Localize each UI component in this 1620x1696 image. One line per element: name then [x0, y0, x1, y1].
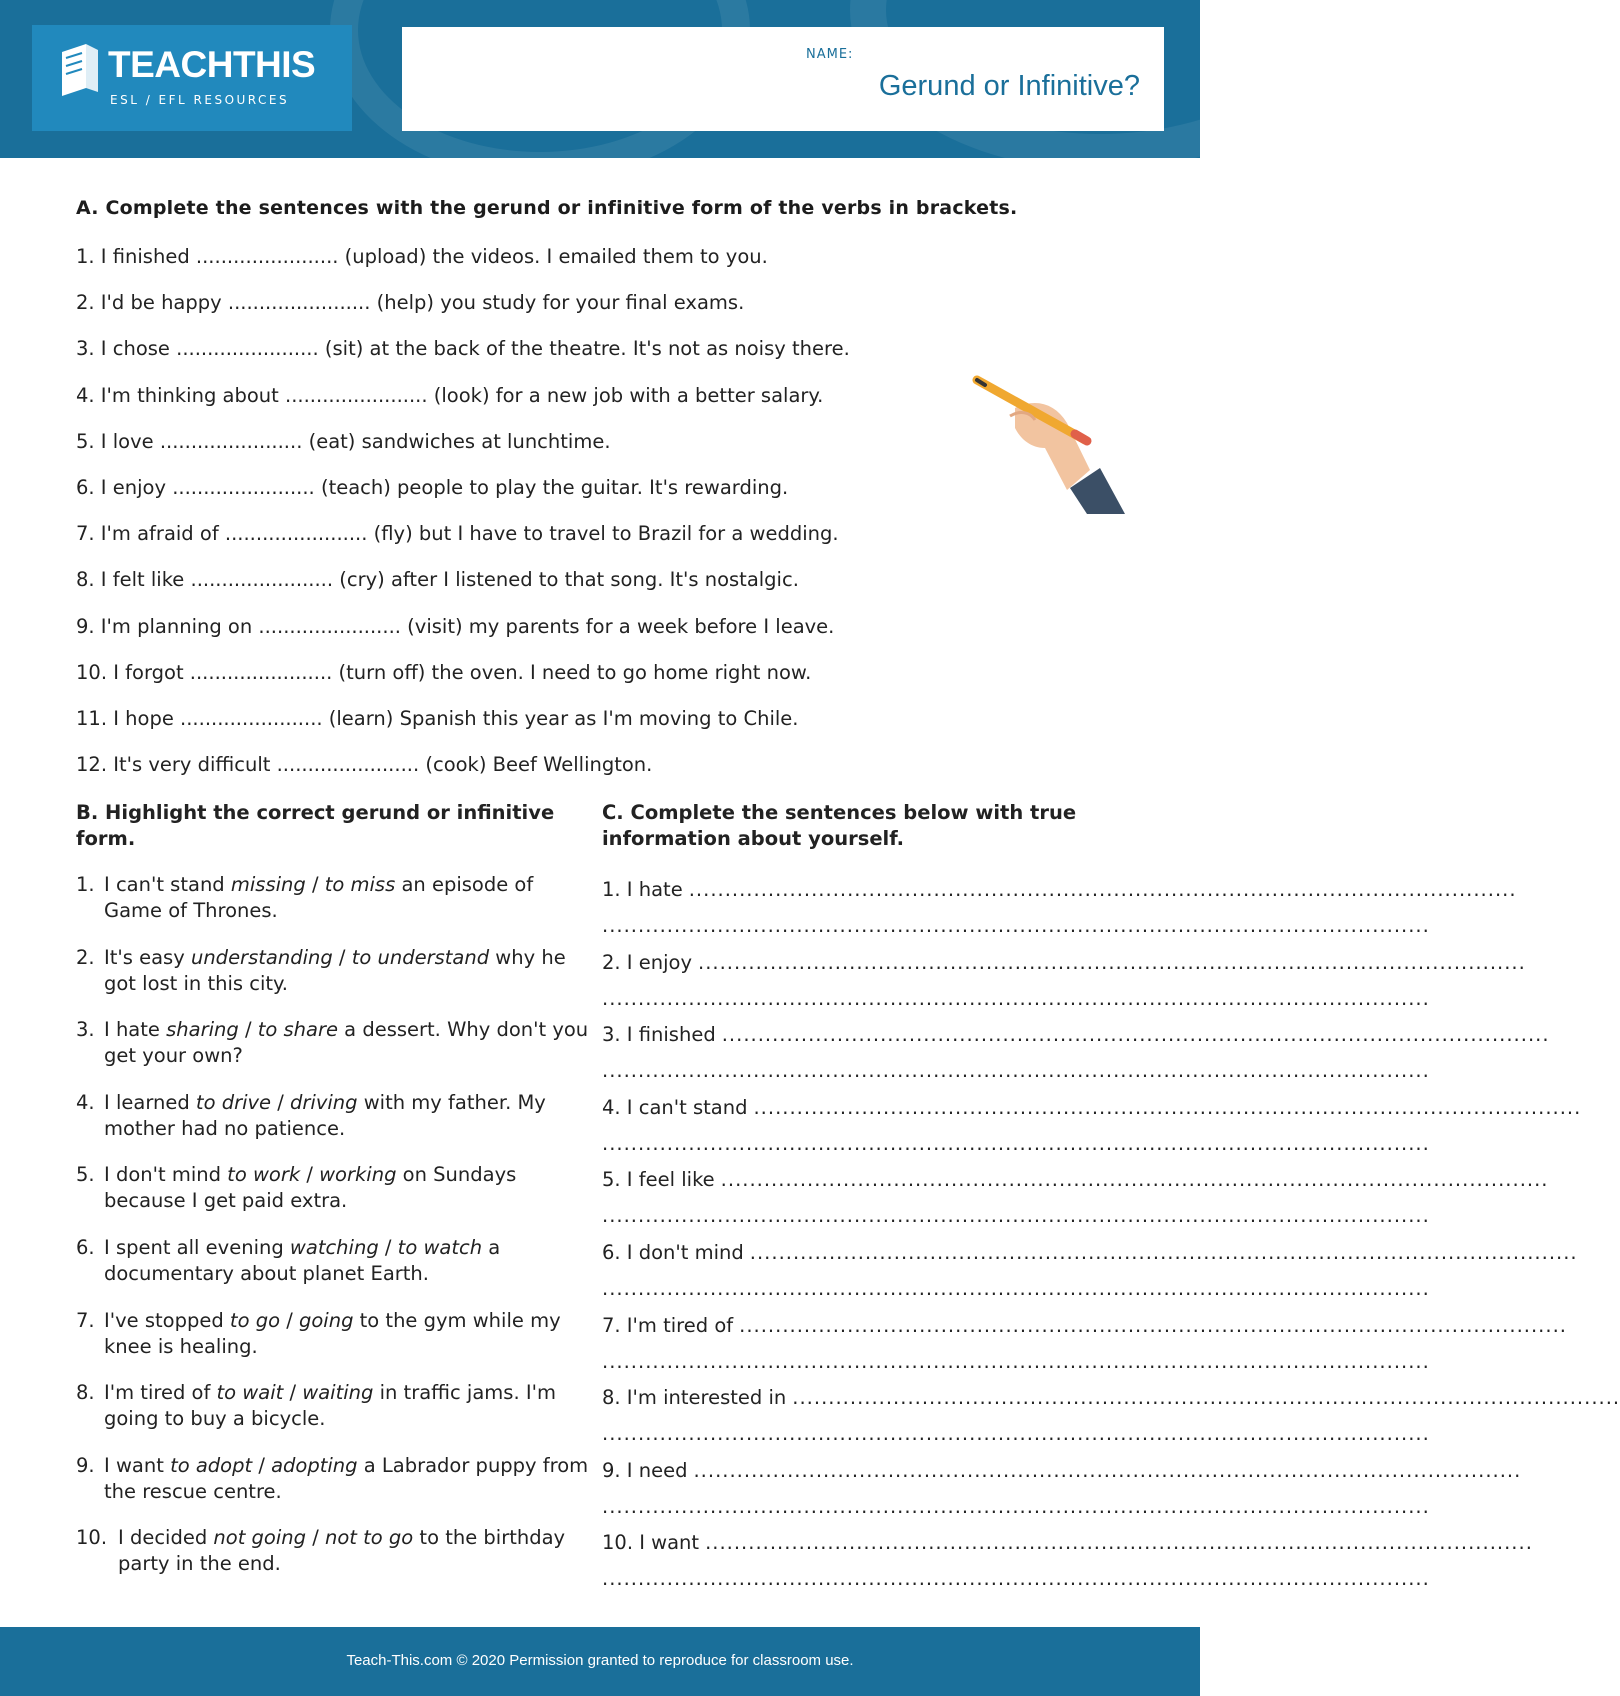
name-label: NAME:	[806, 47, 854, 62]
page-title: Gerund or Infinitive?	[878, 70, 1140, 102]
book-logo-icon	[56, 42, 104, 98]
exercise-b-item: 5. I don't mind to work / working on Sundays because I get paid extra.	[76, 1163, 517, 1213]
section-a-list	[76, 242, 1076, 796]
exercise-a-item: 4. I'm thinking about ....................... (look) for a new job with a better salary.	[76, 383, 824, 407]
option-one[interactable]: missing	[230, 873, 306, 896]
option-one[interactable]: to adopt	[170, 1453, 253, 1477]
prompt-text: 8. I'm interested in	[602, 1386, 787, 1410]
answer-line[interactable]: ...................................................................................................................	[693, 1458, 1522, 1482]
exercise-b-item: 9. I want to adopt / adopting a Labrador puppy from the rescue centre.	[76, 1453, 589, 1503]
answer-line[interactable]: ...................................................................................................................	[602, 1422, 1430, 1446]
exercise-b-item: 3. I hate sharing / to share a dessert. Why don't you get your own?	[76, 1018, 589, 1068]
exercise-a-item: 3. I chose ....................... (sit) at the back of the theatre. It's not as noisy there.	[76, 337, 850, 361]
option-one[interactable]: to go	[229, 1308, 281, 1332]
exercise-a-item: 5. I love ....................... (eat) sandwiches at lunchtime.	[76, 429, 611, 453]
exercise-b-item: 1. I can't stand missing / to miss an episode of Game of Thrones.	[76, 873, 534, 922]
option-two[interactable]: not to go	[325, 1526, 414, 1550]
exercise-a-item: 9. I'm planning on ....................... (visit) my parents for a week before I leave.	[76, 614, 835, 638]
exercise-c-item[interactable]	[602, 1090, 1582, 1163]
exercise-a-item: 11. I hope ....................... (learn) Spanish this year as I'm moving to Chile.	[76, 706, 799, 730]
option-one[interactable]: not going	[213, 1526, 307, 1550]
prompt-text: 4. I can't stand	[602, 1095, 748, 1119]
answer-line[interactable]: ...................................................................................................................	[753, 1095, 1582, 1119]
item-text: an episode of Game of Thrones.	[104, 873, 534, 922]
answer-line[interactable]: ...................................................................................................................	[688, 878, 1517, 901]
exercise-b-item: 10. I decided not going / not to go to the birthday party in the end.	[76, 1526, 566, 1576]
footer-copyright: Teach-This.com © 2020 Permission granted to reproduce for classroom use.	[346, 1652, 854, 1669]
item-text: I learned	[104, 1090, 196, 1114]
exercise-c-item[interactable]	[602, 1380, 1620, 1453]
exercise-b-item: 6. I spent all evening watching / to watch a documentary about planet Earth.	[76, 1235, 501, 1285]
item-text: with my father. My mother had no patience.	[104, 1090, 546, 1140]
exercise-c-item[interactable]	[602, 1308, 1567, 1381]
item-text: It's easy	[104, 945, 191, 969]
exercise-c-item[interactable]	[602, 1235, 1578, 1308]
section-c-heading: C. Complete the sentences below with true information about yourself.	[602, 801, 1077, 850]
option-two[interactable]: driving	[290, 1090, 358, 1114]
item-number: 9.	[76, 1453, 95, 1477]
item-text: I want	[104, 1453, 171, 1477]
section-a-heading: A. Complete the sentences with the gerund or infinitive form of the verbs in brackets.	[76, 197, 1018, 219]
option-two[interactable]: to share	[257, 1018, 338, 1042]
item-text: to the gym while my knee is healing.	[104, 1308, 561, 1358]
answer-line[interactable]: ...................................................................................................................	[705, 1531, 1533, 1555]
option-one[interactable]: to wait	[216, 1381, 284, 1405]
logo-text: TEACHTHIS	[108, 44, 316, 85]
item-text: a Labrador puppy from the rescue centre.	[104, 1453, 589, 1503]
answer-line[interactable]: ...................................................................................................................	[602, 1276, 1430, 1300]
item-text: I hate	[104, 1018, 167, 1042]
exercise-b-item: 2. It's easy understanding / to understand why he got lost in this city.	[76, 945, 566, 995]
exercise-c-item[interactable]	[602, 872, 1517, 945]
option-two[interactable]: working	[319, 1163, 397, 1187]
answer-line[interactable]: ...................................................................................................................	[720, 1168, 1549, 1192]
item-text: I decided	[118, 1526, 214, 1550]
section-b-heading: B. Highlight the correct gerund or infinitive form.	[76, 801, 555, 850]
option-two[interactable]: going	[298, 1308, 354, 1332]
item-number: 5.	[76, 1163, 95, 1187]
exercise-c-item[interactable]	[602, 1162, 1549, 1235]
exercise-b-item: 4. I learned to drive / driving with my father. My mother had no patience.	[76, 1090, 546, 1140]
item-text: I don't mind	[104, 1163, 228, 1187]
exercise-a-item: 12. It's very difficult ....................... (cook) Beef Wellington.	[76, 753, 653, 777]
exercise-a-item: 2. I'd be happy ....................... (help) you study for your final exams.	[76, 291, 745, 315]
answer-line[interactable]: ...................................................................................................................	[698, 950, 1526, 974]
prompt-text: 10. I want	[602, 1531, 700, 1555]
item-text: on Sundays because I get paid extra.	[104, 1163, 517, 1213]
hand-pencil-icon	[975, 378, 1125, 514]
prompt-text: 9. I need	[602, 1458, 688, 1482]
option-one[interactable]: understanding	[190, 945, 333, 969]
answer-line[interactable]: ...................................................................................................................	[739, 1313, 1567, 1337]
prompt-text: 7. I'm tired of	[602, 1313, 734, 1337]
prompt-text: 2. I enjoy	[602, 950, 692, 974]
option-two[interactable]: waiting	[302, 1381, 374, 1405]
option-one[interactable]: sharing	[166, 1018, 239, 1042]
item-text: to the birthday party in the end.	[118, 1526, 566, 1576]
exercise-c-item[interactable]	[602, 1453, 1522, 1526]
exercise-a-item: 7. I'm afraid of ....................... (fly) but I have to travel to Brazil for a wedding.	[76, 522, 839, 546]
exercise-b-item: 7. I've stopped to go / going to the gym while my knee is healing.	[76, 1308, 561, 1358]
answer-line[interactable]: ...................................................................................................................	[602, 1204, 1430, 1228]
answer-line[interactable]: ...................................................................................................................	[602, 1349, 1430, 1373]
prompt-text: 3. I finished	[602, 1023, 716, 1047]
item-number: 3.	[76, 1018, 95, 1042]
item-number: 2.	[76, 945, 95, 969]
option-one[interactable]: to drive	[195, 1090, 272, 1114]
option-one[interactable]: to work	[227, 1163, 301, 1187]
answer-line[interactable]: ...................................................................................................................	[602, 986, 1430, 1010]
prompt-text: 6. I don't mind	[602, 1240, 744, 1264]
item-text: a dessert. Why don't you get your own?	[104, 1018, 589, 1068]
answer-line[interactable]: ...................................................................................................................	[602, 914, 1430, 937]
item-text: why he got lost in this city.	[104, 945, 566, 995]
logo-subtitle: ESL / EFL RESOURCES	[110, 93, 290, 107]
item-number: 8.	[76, 1381, 95, 1405]
item-text: I've stopped	[104, 1308, 230, 1332]
option-two[interactable]: adopting	[271, 1453, 358, 1477]
item-text: a documentary about planet Earth.	[104, 1235, 501, 1285]
prompt-text: 5. I feel like	[602, 1168, 715, 1192]
exercise-a-item: 10. I forgot ....................... (turn off) the oven. I need to go home right now.	[76, 660, 812, 684]
exercise-b-item: 8. I'm tired of to wait / waiting in traffic jams. I'm going to buy a bicycle.	[76, 1381, 556, 1431]
item-number: 1.	[76, 873, 95, 896]
exercise-a-item: 8. I felt like ....................... (cry) after I listened to that song. It's nostalgic.	[76, 568, 799, 592]
exercise-a-item: 1. I finished ....................... (upload) the videos. I emailed them to you.	[76, 245, 768, 268]
item-number: 10.	[76, 1526, 108, 1550]
exercise-c-item[interactable]	[602, 1525, 1533, 1598]
section-c-list	[602, 872, 1620, 1598]
item-text: in traffic jams. I'm going to buy a bicycle.	[104, 1381, 556, 1431]
option-one[interactable]: watching	[289, 1235, 379, 1259]
answer-line[interactable]: ...................................................................................................................	[602, 1494, 1430, 1518]
item-text: I spent all evening	[104, 1235, 290, 1259]
item-text: I can't stand	[104, 873, 231, 896]
option-two[interactable]: to understand	[351, 945, 490, 969]
answer-line[interactable]: ...................................................................................................................	[749, 1240, 1578, 1264]
answer-line[interactable]: ...................................................................................................................	[721, 1023, 1550, 1047]
item-text: I'm tired of	[104, 1381, 217, 1405]
option-two[interactable]: to miss	[324, 873, 396, 896]
prompt-text: 1. I hate	[602, 878, 683, 901]
exercise-c-item[interactable]	[602, 945, 1526, 1018]
item-number: 7.	[76, 1308, 95, 1332]
item-number: 6.	[76, 1235, 95, 1259]
section-b-list	[76, 872, 596, 1598]
exercise-a-item: 6. I enjoy ....................... (teach) people to play the guitar. It's rewarding.	[76, 475, 789, 499]
item-number: 4.	[76, 1090, 95, 1114]
option-two[interactable]: to watch	[397, 1235, 483, 1259]
answer-line[interactable]: ...................................................................................................................	[602, 1059, 1430, 1083]
exercise-c-item[interactable]	[602, 1017, 1550, 1090]
answer-line[interactable]: ...................................................................................................................	[792, 1386, 1620, 1410]
answer-line[interactable]: ...................................................................................................................	[602, 1131, 1430, 1155]
answer-line[interactable]: ...................................................................................................................	[602, 1567, 1430, 1591]
